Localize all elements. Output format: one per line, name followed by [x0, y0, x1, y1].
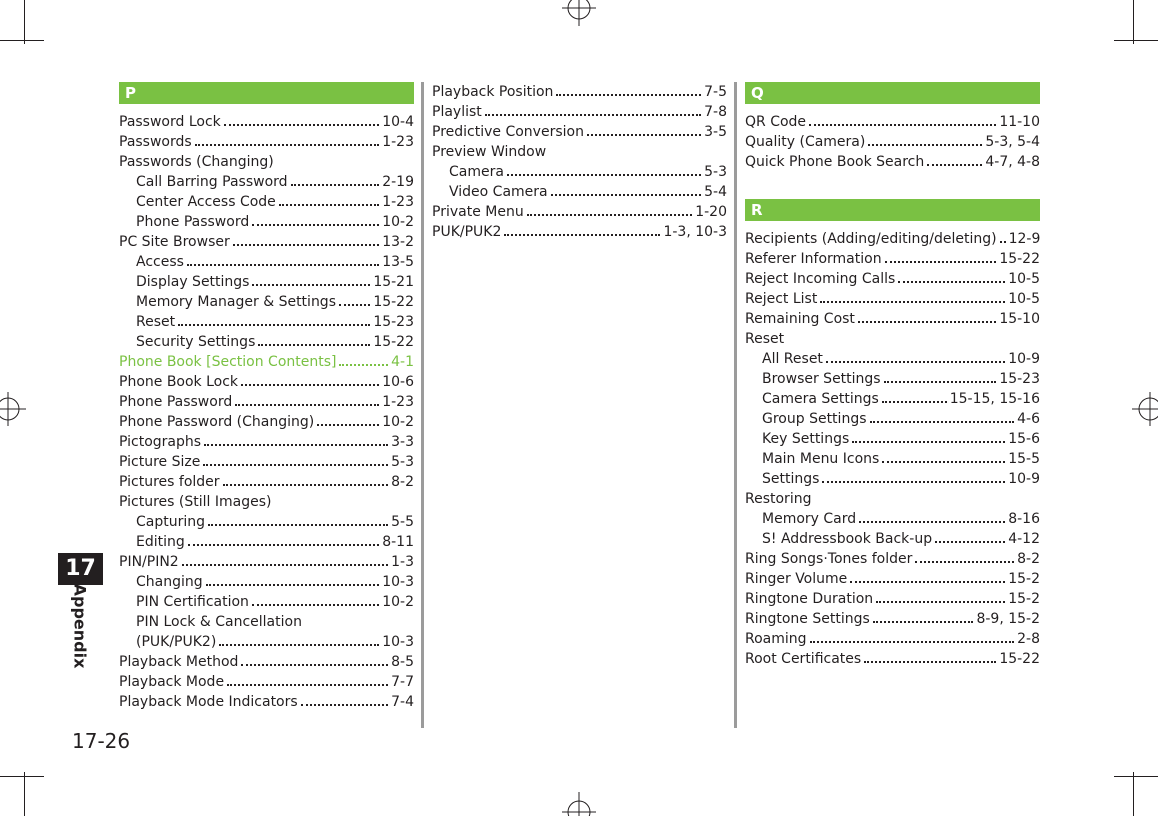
dot-leader — [885, 260, 997, 263]
dot-leader — [219, 643, 379, 646]
index-entry — [745, 289, 1040, 309]
section-header-q: Q — [745, 82, 1040, 104]
entry-page-ref: 4-7, 4-8 — [985, 154, 1040, 170]
dot-leader — [252, 283, 370, 286]
dot-leader — [927, 163, 982, 166]
entry-list — [745, 229, 1040, 669]
index-entry — [432, 102, 727, 122]
entry-page-ref: 4-6 — [1017, 411, 1040, 427]
entry-label: Playlist — [432, 104, 482, 120]
entry-page-ref: 15-22 — [999, 251, 1040, 267]
entry-label: Memory Manager & Settings — [136, 294, 336, 310]
index-column-1 — [119, 82, 414, 712]
index-entry — [119, 472, 414, 492]
index-entry — [119, 492, 414, 512]
dot-leader — [826, 360, 1005, 363]
entry-label: Camera — [449, 164, 504, 180]
dot-leader — [873, 620, 974, 623]
entry-label: Referer Information — [745, 251, 882, 267]
index-entry — [745, 152, 1040, 172]
dot-leader — [822, 480, 1005, 483]
registration-target-right — [1132, 390, 1158, 428]
entry-label: PC Site Browser — [119, 234, 230, 250]
dot-leader — [935, 540, 1005, 543]
entry-label: Changing — [136, 574, 203, 590]
dot-leader — [870, 420, 1015, 423]
entry-page-ref: 15-21 — [373, 274, 414, 290]
dot-leader — [187, 263, 379, 266]
entry-page-ref: 10-5 — [1008, 291, 1040, 307]
dot-leader — [188, 543, 379, 546]
index-entry — [745, 649, 1040, 669]
dot-leader — [820, 300, 1005, 303]
entry-page-ref: 3-5 — [704, 124, 727, 140]
entry-label: Phone Password (Changing) — [119, 414, 315, 430]
entry-label: Phone Password — [136, 214, 250, 230]
dot-leader — [339, 303, 370, 306]
entry-page-ref: 1-3, 10-3 — [663, 224, 727, 240]
index-entry — [745, 309, 1040, 329]
entry-list — [745, 112, 1040, 172]
dot-leader — [859, 520, 1005, 523]
entry-page-ref: 15-23 — [999, 371, 1040, 387]
entry-label: Reset — [745, 331, 785, 347]
dot-leader — [868, 143, 982, 146]
dot-leader — [317, 423, 379, 426]
dot-leader — [291, 183, 380, 186]
index-entry — [745, 569, 1040, 589]
index-entry — [119, 632, 414, 652]
index-entry — [432, 202, 727, 222]
entry-page-ref: 11-10 — [999, 114, 1040, 130]
entry-label: Ringtone Settings — [745, 611, 870, 627]
index-entry — [119, 152, 414, 172]
entry-label: Ringer Volume — [745, 571, 848, 587]
index-entry — [745, 589, 1040, 609]
page-number: 17-26 — [72, 729, 131, 753]
entry-page-ref: 10-9 — [1008, 351, 1040, 367]
registration-target-bottom — [560, 792, 598, 816]
dot-leader — [233, 243, 379, 246]
entry-page-ref: 10-2 — [382, 214, 414, 230]
entry-page-ref: 10-3 — [382, 574, 414, 590]
entry-page-ref: 10-5 — [1008, 271, 1040, 287]
dot-leader — [556, 93, 701, 96]
entry-page-ref: 5-3, 5-4 — [985, 134, 1040, 150]
index-entry — [119, 372, 414, 392]
entry-label: Key Settings — [762, 431, 850, 447]
entry-page-ref: 2-19 — [382, 174, 414, 190]
index-entry — [745, 489, 1040, 509]
entry-label: Playback Method — [119, 654, 239, 670]
index-entry — [119, 692, 414, 712]
entry-label: Memory Card — [762, 511, 857, 527]
entry-page-ref: 8-11 — [382, 534, 414, 550]
entry-label: Pictures folder — [119, 474, 220, 490]
index-entry — [745, 469, 1040, 489]
dot-leader — [551, 193, 702, 196]
entry-label: Reject Incoming Calls — [745, 271, 896, 287]
index-entry — [432, 182, 727, 202]
dot-leader — [507, 173, 701, 176]
dot-leader — [279, 203, 379, 206]
dot-leader — [208, 523, 388, 526]
index-entry — [119, 312, 414, 332]
entry-page-ref: 2-8 — [1017, 631, 1040, 647]
dot-leader — [587, 133, 701, 136]
dot-leader — [252, 223, 379, 226]
entry-label: Security Settings — [136, 334, 256, 350]
entry-page-ref: 10-2 — [382, 414, 414, 430]
entry-page-ref: 15-22 — [373, 294, 414, 310]
index-entry — [745, 449, 1040, 469]
dot-leader — [339, 363, 388, 366]
entry-label: Capturing — [136, 514, 206, 530]
entry-label: QR Code — [745, 114, 807, 130]
entry-page-ref: 12-9 — [1008, 231, 1041, 247]
entry-label: S! Addressbook Back-up — [762, 531, 933, 547]
entry-page-ref: 8-16 — [1008, 511, 1040, 527]
index-entry — [745, 329, 1040, 349]
dot-leader — [241, 383, 379, 386]
dot-leader — [178, 323, 370, 326]
entry-label: Restoring — [745, 491, 812, 507]
index-entry — [119, 172, 414, 192]
entry-page-ref: 5-3 — [704, 164, 727, 180]
entry-label: Private Menu — [432, 204, 524, 220]
dot-leader — [850, 580, 1005, 583]
index-entry — [119, 112, 414, 132]
index-entry — [745, 529, 1040, 549]
dot-leader — [898, 280, 1005, 283]
entry-label: Reject List — [745, 291, 818, 307]
index-entry — [119, 552, 414, 572]
dot-leader — [527, 213, 693, 216]
entry-page-ref: 7-4 — [391, 694, 414, 710]
index-entry — [745, 269, 1040, 289]
entry-label: PIN Lock & Cancellation — [136, 614, 302, 630]
entry-label: PIN/PIN2 — [119, 554, 179, 570]
entry-page-ref: 15-2 — [1008, 571, 1040, 587]
entry-page-ref: 7-7 — [391, 674, 414, 690]
index-entry — [119, 452, 414, 472]
entry-page-ref: 10-3 — [382, 634, 414, 650]
entry-label: Roaming — [745, 631, 807, 647]
entry-label: Ring Songs·Tones folder — [745, 551, 913, 567]
index-entry — [745, 609, 1040, 629]
index-entry — [745, 409, 1040, 429]
entry-page-ref: 15-6 — [1008, 431, 1040, 447]
entry-label: Preview Window — [432, 144, 547, 160]
index-entry — [119, 192, 414, 212]
entry-page-ref: 10-4 — [382, 114, 414, 130]
index-entry — [119, 412, 414, 432]
entry-page-ref: 10-9 — [1008, 471, 1040, 487]
index-entry — [745, 549, 1040, 569]
dot-leader — [809, 123, 996, 126]
entry-label: Remaining Cost — [745, 311, 855, 327]
entry-list — [432, 82, 727, 242]
entry-page-ref: 4-1 — [391, 354, 414, 370]
entry-label: Phone Book [Section Contents] — [119, 354, 337, 370]
entry-label: Call Barring Password — [136, 174, 288, 190]
index-entry — [119, 672, 414, 692]
index-entry — [119, 592, 414, 612]
dot-leader — [182, 563, 388, 566]
dot-leader — [852, 440, 1005, 443]
dot-leader — [882, 460, 1005, 463]
entry-label: Access — [136, 254, 184, 270]
index-entry — [119, 252, 414, 272]
dot-leader — [876, 600, 1005, 603]
entry-page-ref: 4-12 — [1008, 531, 1040, 547]
entry-label: Predictive Conversion — [432, 124, 584, 140]
index-entry — [432, 162, 727, 182]
entry-page-ref: 8-9, 15-2 — [976, 611, 1040, 627]
index-column-2 — [432, 82, 727, 242]
chapter-tab: 17 — [58, 553, 103, 585]
entry-page-ref: 15-5 — [1008, 451, 1040, 467]
entry-page-ref: 15-10 — [999, 311, 1040, 327]
index-entry — [119, 512, 414, 532]
entry-label: PUK/PUK2 — [432, 224, 502, 240]
entry-label: Display Settings — [136, 274, 250, 290]
entry-label: (PUK/PUK2) — [136, 634, 217, 650]
index-entry — [119, 532, 414, 552]
entry-page-ref: 1-23 — [382, 194, 414, 210]
index-entry — [745, 132, 1040, 152]
dot-leader — [858, 320, 996, 323]
entry-page-ref: 13-5 — [382, 254, 414, 270]
dot-leader — [227, 683, 388, 686]
entry-label: Picture Size — [119, 454, 201, 470]
index-entry — [745, 229, 1040, 249]
column-divider-1 — [421, 82, 424, 728]
dot-leader — [884, 380, 997, 383]
entry-label: Settings — [762, 471, 820, 487]
index-entry — [119, 572, 414, 592]
index-entry — [745, 429, 1040, 449]
index-entry — [432, 142, 727, 162]
entry-page-ref: 8-5 — [391, 654, 414, 670]
index-entry — [119, 212, 414, 232]
entry-label: Phone Book Lock — [119, 374, 239, 390]
dot-leader — [195, 143, 380, 146]
index-entry — [119, 132, 414, 152]
chapter-label: Appendix — [70, 583, 90, 669]
dot-leader — [224, 123, 379, 126]
dot-leader — [206, 583, 380, 586]
section-header-r: R — [745, 199, 1040, 221]
index-entry — [745, 249, 1040, 269]
entry-page-ref: 7-5 — [704, 84, 727, 100]
entry-label: Editing — [136, 534, 185, 550]
section-header-p: P — [119, 82, 414, 104]
entry-label: Password Lock — [119, 114, 221, 130]
entry-label: Quick Phone Book Search — [745, 154, 925, 170]
dot-leader — [1000, 240, 1006, 243]
dot-leader — [810, 640, 1015, 643]
index-entry-link[interactable] — [119, 352, 414, 372]
entry-page-ref: 1-3 — [391, 554, 414, 570]
entry-label: Passwords (Changing) — [119, 154, 274, 170]
dot-leader — [241, 663, 388, 666]
registration-target-left — [0, 390, 26, 428]
index-entry — [745, 509, 1040, 529]
entry-page-ref: 5-3 — [391, 454, 414, 470]
index-entry — [745, 389, 1040, 409]
entry-label: Center Access Code — [136, 194, 276, 210]
index-entry — [119, 292, 414, 312]
entry-label: Group Settings — [762, 411, 867, 427]
entry-label: Playback Position — [432, 84, 554, 100]
dot-leader — [204, 443, 388, 446]
entry-label: Pictures (Still Images) — [119, 494, 272, 510]
entry-page-ref: 15-22 — [373, 334, 414, 350]
entry-label: Playback Mode Indicators — [119, 694, 298, 710]
registration-target-top — [560, 0, 598, 26]
entry-label: Playback Mode — [119, 674, 225, 690]
entry-label: Browser Settings — [762, 371, 881, 387]
entry-label: Ringtone Duration — [745, 591, 874, 607]
entry-label: PIN Certification — [136, 594, 249, 610]
entry-page-ref: 15-22 — [999, 651, 1040, 667]
dot-leader — [504, 233, 660, 236]
dot-leader — [485, 113, 701, 116]
entry-label: Video Camera — [449, 184, 548, 200]
entry-page-ref: 8-2 — [1017, 551, 1040, 567]
entry-label: Camera Settings — [762, 391, 879, 407]
entry-page-ref: 5-4 — [704, 184, 727, 200]
entry-page-ref: 8-2 — [391, 474, 414, 490]
entry-label: Recipients (Adding/editing/deleting) — [745, 231, 997, 247]
index-entry — [432, 122, 727, 142]
dot-leader — [203, 463, 388, 466]
entry-page-ref: 1-23 — [382, 134, 414, 150]
index-entry — [432, 222, 727, 242]
index-entry — [745, 369, 1040, 389]
entry-page-ref: 15-2 — [1008, 591, 1040, 607]
dot-leader — [223, 483, 389, 486]
entry-label: Quality (Camera) — [745, 134, 866, 150]
column-divider-2 — [734, 82, 737, 728]
dot-leader — [235, 403, 379, 406]
dot-leader — [864, 660, 996, 663]
index-entry — [745, 629, 1040, 649]
entry-label: Phone Password — [119, 394, 233, 410]
entry-label: Root Certificates — [745, 651, 862, 667]
entry-page-ref: 5-5 — [391, 514, 414, 530]
entry-page-ref: 1-20 — [695, 204, 727, 220]
index-entry — [745, 112, 1040, 132]
dot-leader — [252, 603, 379, 606]
entry-page-ref: 7-8 — [704, 104, 727, 120]
entry-label: All Reset — [762, 351, 823, 367]
index-entry — [745, 349, 1040, 369]
index-entry — [119, 652, 414, 672]
entry-label: Reset — [136, 314, 176, 330]
index-entry — [119, 392, 414, 412]
entry-label: Main Menu Icons — [762, 451, 880, 467]
entry-label: Pictographs — [119, 434, 202, 450]
index-entry — [119, 272, 414, 292]
dot-leader — [882, 400, 947, 403]
dot-leader — [301, 703, 388, 706]
index-column-3 — [745, 82, 1040, 669]
entry-list — [119, 112, 414, 712]
index-entry — [432, 82, 727, 102]
index-entry — [119, 612, 414, 632]
entry-page-ref: 13-2 — [382, 234, 414, 250]
dot-leader — [258, 343, 370, 346]
dot-leader — [915, 560, 1014, 563]
index-entry — [119, 232, 414, 252]
entry-page-ref: 1-23 — [382, 394, 414, 410]
entry-page-ref: 15-23 — [373, 314, 414, 330]
entry-page-ref: 10-6 — [382, 374, 414, 390]
index-entry — [119, 332, 414, 352]
entry-page-ref: 10-2 — [382, 594, 414, 610]
index-entry — [119, 432, 414, 452]
entry-page-ref: 15-15, 15-16 — [949, 391, 1040, 407]
entry-label: Passwords — [119, 134, 192, 150]
entry-page-ref: 3-3 — [391, 434, 414, 450]
